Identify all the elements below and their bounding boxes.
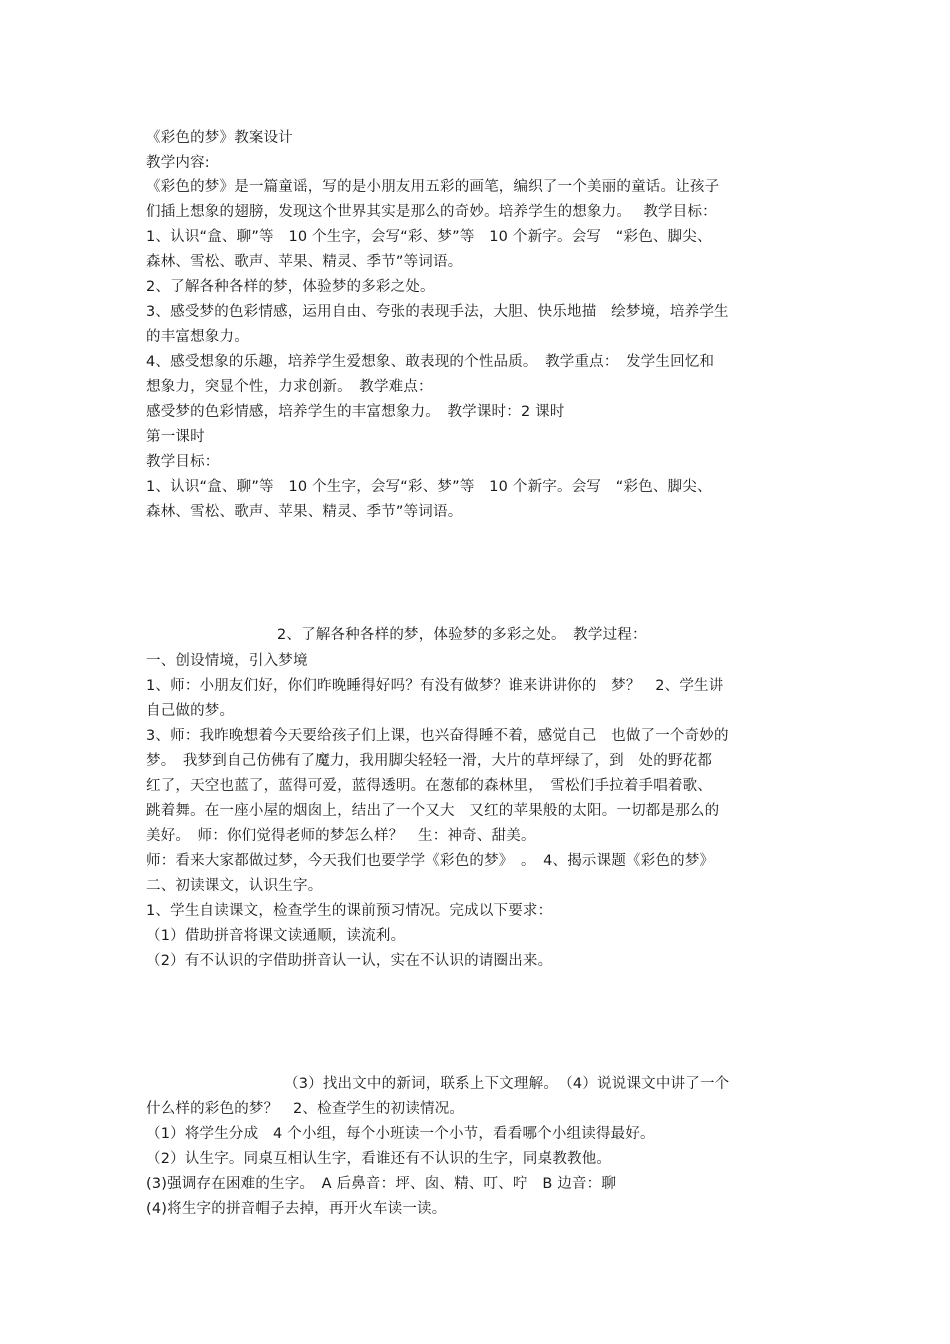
paragraph-line: (3)强调存在困难的生字。 A 后鼻音：坪、囱、精、叮、咛 B 边音：聊 (146, 1176, 617, 1192)
paragraph-line: 1、认识“盒、聊”等 10 个生字，会写“彩、梦”等 10 个新字。会写 “彩色、脚尖、 (146, 229, 712, 245)
paragraph-line: （2）有不认识的字借助拼音认一认，实在不认识的请圈出来。 (146, 953, 553, 969)
section-heading: 教学内容: (146, 155, 210, 171)
paragraph-line: 3、师：我昨晚想着今天要给孩子们上课，也兴奋得睡不着，感觉自己 也做了一个奇妙的 (146, 728, 729, 744)
paragraph-line: 跳着舞。在一座小屋的烟囱上，结出了一个又大 又红的苹果般的太阳。一切都是那么的 (146, 803, 720, 819)
paragraph-line: (4)将生字的拼音帽子去掉，再开火车读一读。 (146, 1201, 447, 1217)
section-heading: 二、初读课文，认识生字。 (146, 878, 323, 894)
paragraph-line: 2、了解各种各样的梦，体验梦的多彩之处。 教学过程： (277, 627, 647, 643)
paragraph-line: （1）借助拼音将课文读通顺，读流利。 (146, 928, 406, 944)
section-heading: 教学目标： (146, 454, 220, 470)
document-title: 《彩色的梦》教案设计 (146, 130, 293, 146)
paragraph-line: （3）找出文中的新词，联系上下文理解。 （4）说说课文中讲了一个 (284, 1076, 730, 1092)
paragraph-line: 感受梦的色彩情感，培养学生的丰富想象力。 教学课时：2 课时 (146, 404, 565, 420)
paragraph-line: （1）将学生分成 4 个小组，每个小班读一个小节，看看哪个小组读得最好。 (146, 1126, 655, 1142)
paragraph-line: 什么样的彩色的梦？ 2、检查学生的初读情况。 (146, 1101, 465, 1117)
paragraph-line: 梦。 我梦到自己仿佛有了魔力，我用脚尖轻轻一滑，大片的草坪绿了，到 处的野花都 (146, 753, 713, 769)
paragraph-line: 4、感受想象的乐趣，培养学生爱想象、敢表现的个性品质。 教学重点： 发学生回忆和 (146, 354, 715, 370)
paragraph-line: 《彩色的梦》是一篇童谣，写的是小朋友用五彩的画笔，编织了一个美丽的童话。让孩子 (146, 179, 720, 195)
paragraph-line: 1、认识“盒、聊”等 10 个生字，会写“彩、梦”等 10 个新字。会写 “彩色、脚尖、 (146, 479, 712, 495)
paragraph-line: 想象力，突显个性，力求创新。 教学难点： (146, 379, 433, 395)
paragraph-line: 森林、雪松、歌声、苹果、精灵、季节”等词语。 (146, 254, 463, 270)
section-heading: 一、创设情境，引入梦境 (146, 653, 308, 669)
paragraph-line: 自己做的梦。 (146, 703, 235, 719)
paragraph-line: 森林、雪松、歌声、苹果、精灵、季节”等词语。 (146, 504, 463, 520)
paragraph-line: 1、师：小朋友们好，你们昨晚睡得好吗？有没有做梦？谁来讲讲你的 梦？ 2、学生讲 (146, 678, 724, 694)
paragraph-line: 3、感受梦的色彩情感，运用自由、夸张的表现手法，大胆、快乐地描 绘梦境，培养学生 (146, 304, 729, 320)
section-heading: 第一课时 (146, 429, 205, 445)
paragraph-line: 2、了解各种各样的梦，体验梦的多彩之处。 (146, 279, 435, 295)
paragraph-line: 们插上想象的翅膀，发现这个世界其实是那么的奇妙。培养学生的想象力。 教学目标： (146, 204, 717, 220)
paragraph-line: 的丰富想象力。 (146, 329, 249, 345)
paragraph-line: 1、学生自读课文，检查学生的课前预习情况。完成以下要求： (146, 903, 553, 919)
paragraph-line: 美好。 师：你们觉得老师的梦怎么样？ 生：神奇、甜美。 (146, 828, 536, 844)
paragraph-line: 红了，天空也蓝了，蓝得可爱，蓝得透明。在葱郁的森林里， 雪松们手拉着手唱着歌、 (146, 778, 713, 794)
paragraph-line: 师：看来大家都做过梦，今天我们也要学学《彩色的梦》 。 4、揭示课题《彩色的梦》 (146, 853, 715, 869)
paragraph-line: （2）认生字。同桌互相认生字，看谁还有不认识的生字，同桌教教他。 (146, 1151, 612, 1167)
